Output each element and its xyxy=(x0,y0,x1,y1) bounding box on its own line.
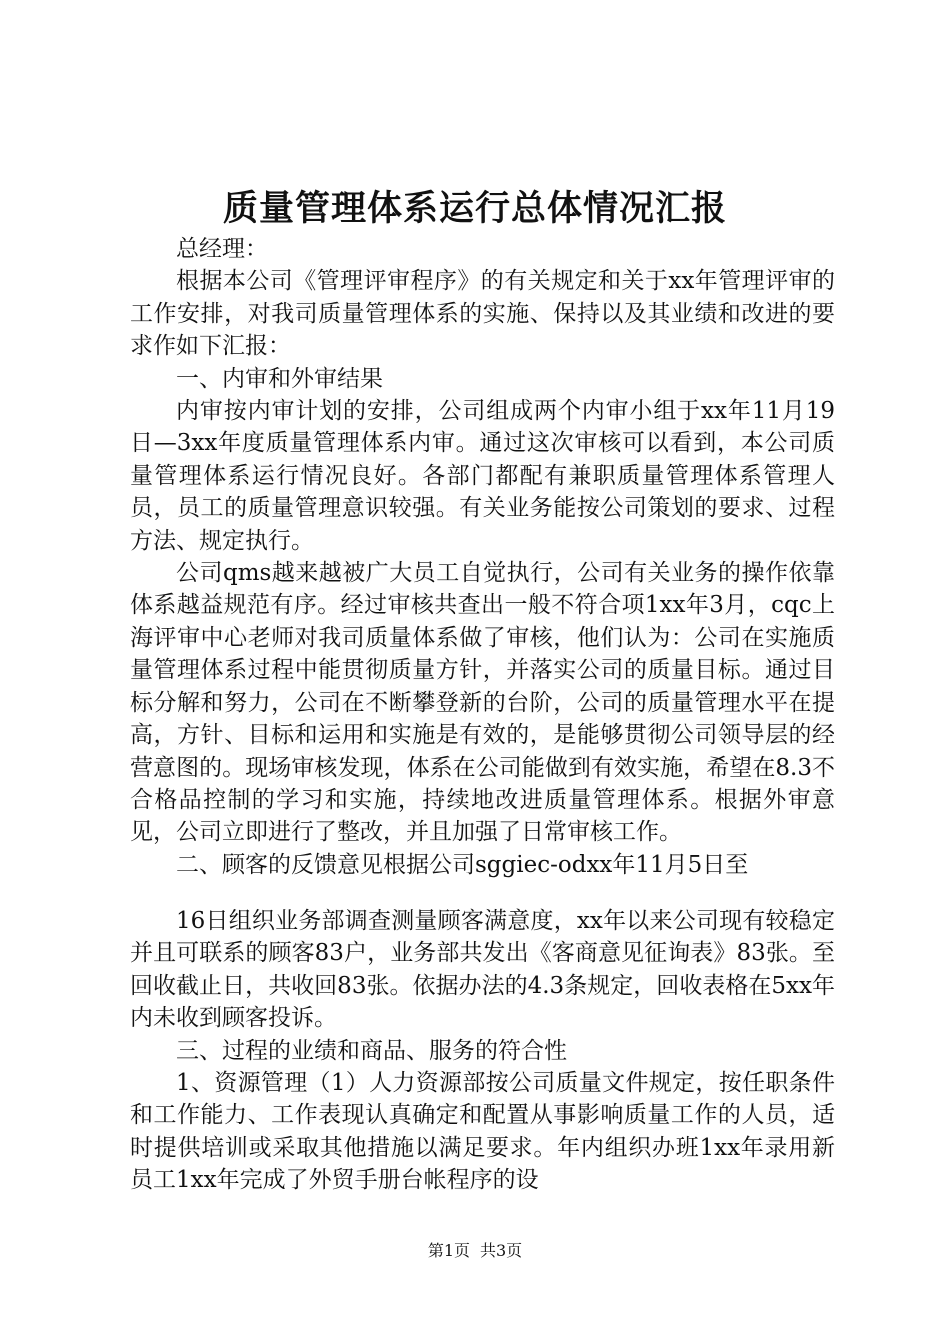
page-footer xyxy=(0,1240,950,1262)
page-number: 第1页 xyxy=(427,1241,470,1260)
page-total: 共3页 xyxy=(480,1241,523,1260)
section-heading-2: 二、顾客的反馈意见根据公司sggiec-odxx年11月5日至 xyxy=(176,851,749,878)
body-block-1 xyxy=(130,233,835,881)
paragraph-intro: 根据本公司《管理评审程序》的有关规定和关于xx年管理评审的工作安排，对我司质量管理体系的实施、保持以及其业绩和改进的要求作如下汇报： xyxy=(130,268,835,360)
section-heading-1: 一、内审和外审结果 xyxy=(176,365,383,392)
salutation: 总经理： xyxy=(176,236,268,262)
document-title: 质量管理体系运行总体情况汇报 xyxy=(222,188,727,229)
section-heading-3: 三、过程的业绩和商品、服务的符合性 xyxy=(176,1037,567,1064)
body-block-2 xyxy=(130,905,835,1197)
paragraph-customer-feedback: 16日组织业务部调查测量顾客满意度，xx年以来公司现有较稳定并且可联系的顾客83户，业务部共发出《客商意见征询表》83张。至回收截止日，共收回83张。依据办法的4.3条规定，回收表格在5xx年内未收到顾客投诉。 xyxy=(130,908,835,1032)
paragraph-internal-audit: 内审按内审计划的安排，公司组成两个内审小组于xx年11月19日—3xx年度质量管理体系内审。通过这次审核可以看到，本公司质量管理体系运行情况良好。各部门都配有兼职质量管理体系管理人员，员工的质量管理意识较强。有关业务能按公司策划的要求、过程方法、规定执行。 xyxy=(130,398,835,554)
paragraph-external-audit: 公司qms越来越被广大员工自觉执行，公司有关业务的操作依靠体系越益规范有序。经过审核共查出一般不符合项1xx年3月，cqc上海评审中心老师对我司质量体系做了审核，他们认为：公司在实施质量管理体系过程中能贯彻质量方针，并落实公司的质量目标。通过目标分解和努力，公司在不断攀登新的台阶，公司的质量管理水平在提高，方针、目标和运用和实施是有效的，是能够贯彻公司领导层的经营意图的。现场审核发现，体系在公司能做到有效实施，希望在8.3不合格品控制的学习和实施，持续地改进质量管理体系。根据外审意见，公司立即进行了整改，并且加强了日常审核工作。 xyxy=(130,560,835,846)
paragraph-resource-management: 1、资源管理（1）人力资源部按公司质量文件规定，按任职条件和工作能力、工作表现认真确定和配置从事影响质量工作的人员，适时提供培训或采取其他措施以满足要求。年内组织办班1xx年录用新员工1xx年完成了外贸手册台帐程序的设 xyxy=(130,1070,835,1194)
